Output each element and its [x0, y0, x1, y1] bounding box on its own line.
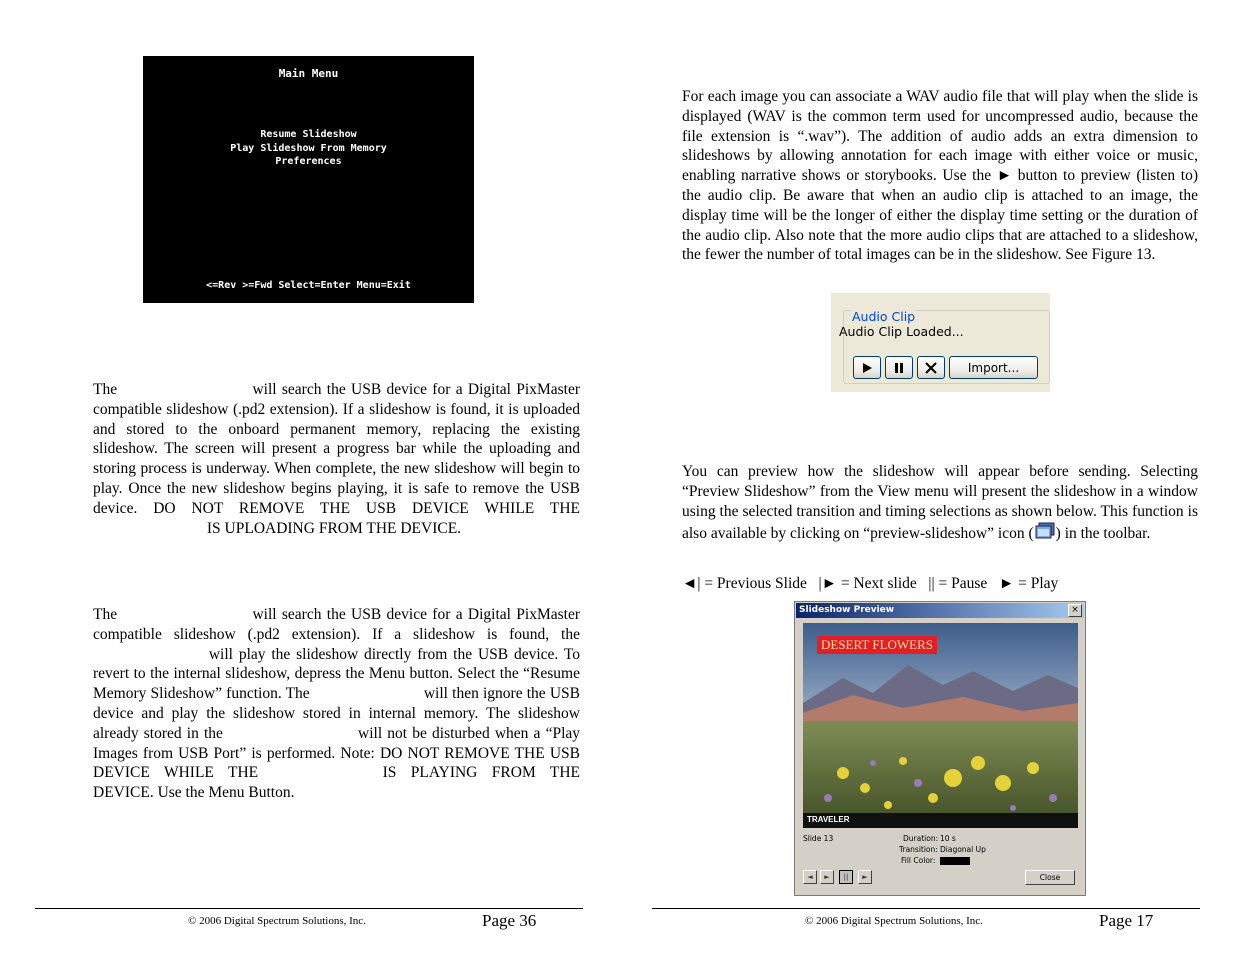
duration-value: 10 s: [940, 834, 956, 843]
menu-title: Main Menu: [278, 67, 339, 80]
copyright: © 2006 Digital Spectrum Solutions, Inc.: [188, 915, 366, 927]
usb-upload-paragraph: [93, 380, 580, 538]
desert-flowers-photo: [803, 623, 1078, 828]
footer-rule: [35, 908, 583, 909]
page-number: Page 36: [482, 911, 537, 930]
traveler-logo: TRAVELER: [807, 815, 850, 824]
page-number: Page 17: [1099, 911, 1154, 930]
para1-body: will search the USB device for a Digital PixMaster compatible slideshow (.pd2 extension). If a slideshow is found, it is uploaded and stored to the onboard permanent memory, replacing the existing slideshow. The screen will present a progress bar while the uploading and storing process is underway. When complete, the new slideshow will begin to play. Once the new slideshow begins playing, it is safe to remove the USB device. DO NOT REMOVE THE USB DEVICE WHILE THE: [93, 381, 580, 517]
audio-clip-status: Audio Clip Loaded...: [839, 324, 964, 339]
audio-paragraph: For each image you can associate a WAV audio file that will play when the slide is displayed (WAV is the common term used for uncompressed audio, because the file extension is “.wav”). The addition of audio adds an extra dimension to slideshows by allowing annotation for each image with either voice or music, enabling narrative shows or storybooks. Use the ► button to preview (listen to) the audio clip. Be aware that when an audio clip is attached to an image, the display time will be the longer of either the display time setting or the duration of the audio clip. Also note that the more audio clips that are attached to a slideshow, the fewer the number of total images can be in the slideshow. See Figure 13.: [682, 88, 1198, 264]
left-page: [0, 0, 617, 954]
para2-s5: will not be disturbed when a “Play Images from USB Port” is performed. Note: DO NOT REMOVE THE USB DEVICE WHILE THE: [93, 724, 581, 782]
slideshow-preview-window: [794, 601, 1086, 896]
audio-clear-button[interactable]: [917, 356, 945, 379]
para1-end: IS UPLOADING FROM THE DEVICE.: [206, 519, 462, 537]
para2-s6: IS PLAYING FROM THE DEVICE. Use the Menu Button.: [93, 764, 580, 802]
transition-value: Diagonal Up: [940, 845, 986, 854]
audio-pause-button[interactable]: [885, 356, 913, 379]
slide-caption: DESERT FLOWERS: [817, 636, 937, 654]
menu-item-play-memory: Play Slideshow From Memory: [230, 143, 387, 154]
fill-color-label: Fill Color:: [901, 856, 936, 865]
preview-paragraph: [682, 462, 1198, 544]
fill-color-swatch: [940, 857, 970, 865]
x-icon: [924, 361, 938, 375]
para2-s2: will search the USB device for a Digital PixMaster compatible slideshow (.pd2 extension). If a slideshow is found, the: [93, 606, 580, 643]
previous-slide-button[interactable]: ◄: [803, 870, 817, 884]
para2-s3: will play the slideshow directly from the USB device. To revert to the internal slideshow, depress the Menu button. Select the “Resume Memory Slideshow” function. The: [93, 645, 580, 703]
play-icon: [861, 362, 873, 374]
play-button[interactable]: ►: [858, 870, 872, 884]
window-close-button[interactable]: ×: [1068, 604, 1082, 617]
audio-clip-label: Audio Clip: [852, 309, 916, 324]
audio-play-button[interactable]: [853, 356, 881, 379]
usb-play-paragraph: [93, 605, 580, 803]
slide-number: Slide 13: [803, 834, 834, 843]
preview-paragraph-text: You can preview how the slideshow will appear before sending. Selecting “Preview Slideshow” from the View menu will present the slideshow in a window using the selected transition and timing selections as shown below. This function is also available by clicking on “preview-slideshow” icon (: [682, 463, 1198, 542]
para2-s1: The: [93, 606, 118, 623]
right-page: [617, 0, 1235, 954]
close-button[interactable]: Close: [1025, 870, 1075, 885]
transition-label: Transition:: [899, 845, 938, 854]
menu-item-resume: Resume Slideshow: [260, 129, 357, 140]
duration-label: Duration:: [903, 834, 939, 843]
footer-rule: [652, 908, 1200, 909]
menu-footer: <=Rev >=Fwd Select=Enter Menu=Exit: [206, 280, 411, 291]
menu-item-preferences: Preferences: [275, 156, 342, 167]
preview-paragraph-end: ) in the toolbar.: [1055, 525, 1151, 542]
para2-s4: will then ignore the USB device and play the slideshow stored in internal memory. The slideshow already stored in the: [93, 685, 580, 742]
copyright: © 2006 Digital Spectrum Solutions, Inc.: [805, 915, 983, 927]
next-slide-button[interactable]: ►: [820, 870, 834, 884]
audio-clip-panel: [831, 293, 1050, 392]
controls-legend: ◄| = Previous Slide |► = Next slide || = Pause ► = Play: [682, 575, 1059, 592]
preview-window-title: Slideshow Preview: [796, 603, 1084, 618]
preview-slideshow-icon: [1034, 522, 1056, 540]
audio-import-button[interactable]: Import...: [949, 356, 1038, 379]
pause-button[interactable]: ||: [839, 870, 853, 884]
para1-start: The: [93, 381, 118, 398]
pause-icon: [893, 362, 905, 374]
main-menu-screenshot: [143, 56, 474, 303]
